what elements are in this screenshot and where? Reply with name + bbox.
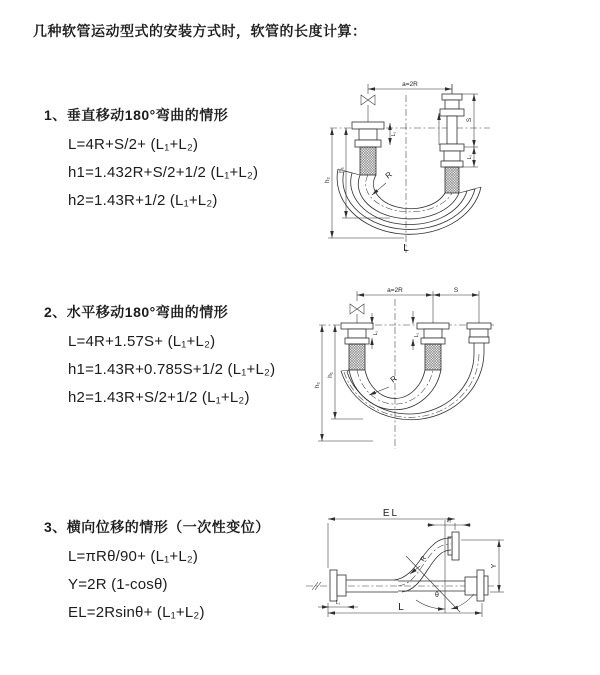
dim-label-span: a=2R (387, 287, 403, 294)
formula-line: h1=1.432R+S/2+1/2 (L₁+L₂) (68, 164, 259, 181)
left-hose-fitting (341, 323, 373, 370)
lower-tube (398, 570, 488, 601)
dim-label-l1: L₁ (335, 600, 341, 606)
right-hose-fitting (467, 323, 491, 353)
formula-line: h2=1.43R+1/2 (L₁+L₂) (68, 192, 218, 209)
dim-label-el: EL (382, 508, 400, 519)
left-hose-fitting (352, 122, 384, 175)
dim-label-stroke: S (453, 287, 459, 294)
dim-label-h1: h₁ (338, 167, 345, 173)
section-lateral-displacement (44, 517, 270, 621)
formula-line: Y=2R (1-cosθ) (68, 576, 168, 593)
dim-label-radius: R (419, 555, 429, 563)
dimension-stroke (461, 94, 478, 167)
radius-callout (410, 555, 428, 574)
formula-line: h2=1.43R+S/2+1/2 (L₁+L₂) (68, 389, 250, 406)
page-title: 几种软管运动型式的安装方式时，软管的长度计算： (33, 23, 367, 39)
dimension-el (328, 508, 455, 568)
formula-line: h1=1.43R+0.785S+1/2 (L₁+L₂) (68, 361, 276, 378)
diagram-vertical-bend (318, 75, 593, 260)
hose-u-bend (337, 169, 481, 234)
dim-label-h2: h₂ (314, 381, 321, 389)
dim-label-span: a=2R (402, 81, 418, 88)
dimension-span (368, 81, 452, 94)
dim-label-l2: L₂ (446, 518, 452, 524)
formula-line: L=4R+S/2+ (L₁+L₂) (68, 136, 199, 153)
diagram-lateral-displacement (298, 500, 600, 650)
dimension-fittings (372, 311, 420, 350)
section-horizontal-movement (44, 302, 275, 406)
section-3-heading: 3、横向位移的情形（一次性变位） (44, 519, 270, 535)
dim-label-y: Y (491, 563, 498, 569)
dim-label-length: L (398, 602, 404, 613)
dim-label-radius: R (383, 169, 394, 181)
formula-line: L=πRθ/90+ (L₁+L₂) (68, 548, 199, 565)
right-hose-fitting (439, 84, 464, 193)
section-2-heading: 2、水平移动180°弯曲的情形 (44, 304, 229, 320)
upper-flange (448, 532, 459, 560)
dim-label-fitting-left: L₁ (373, 330, 379, 336)
middle-hose-fitting (417, 323, 449, 370)
valve-icon (350, 304, 364, 323)
dim-label-fitting-right: L₁ (467, 154, 473, 160)
dimension-span (357, 287, 479, 323)
dim-label-theta: θ (435, 592, 439, 599)
left-flange (312, 570, 398, 601)
dim-label-fitting-left: L₁ (391, 131, 397, 137)
dim-label-h2: h₂ (324, 176, 331, 184)
dimension-length (328, 602, 482, 617)
diagram-horizontal-bend (313, 283, 600, 455)
hose-s-curve (394, 538, 451, 592)
dim-label-radius: R (388, 373, 399, 385)
radius-callout (369, 374, 399, 395)
formula-line: L=4R+1.57S+ (L₁+L₂) (68, 333, 216, 350)
section-1-heading: 1、垂直移动180°弯曲的情形 (44, 107, 229, 123)
section-vertical-movement (44, 105, 258, 209)
centerlines (319, 299, 495, 449)
dim-label-length: L (403, 243, 409, 254)
angle-construction (406, 520, 474, 613)
dim-label-stroke: S (466, 117, 473, 123)
formula-line: EL=2Rsinθ+ (L₁+L₂) (68, 604, 205, 621)
dim-label-h1: h₁ (327, 372, 334, 378)
dimension-l1 (318, 600, 358, 607)
dim-label-fitting-mid: L₁ (414, 332, 420, 338)
valve-icon (361, 95, 375, 122)
